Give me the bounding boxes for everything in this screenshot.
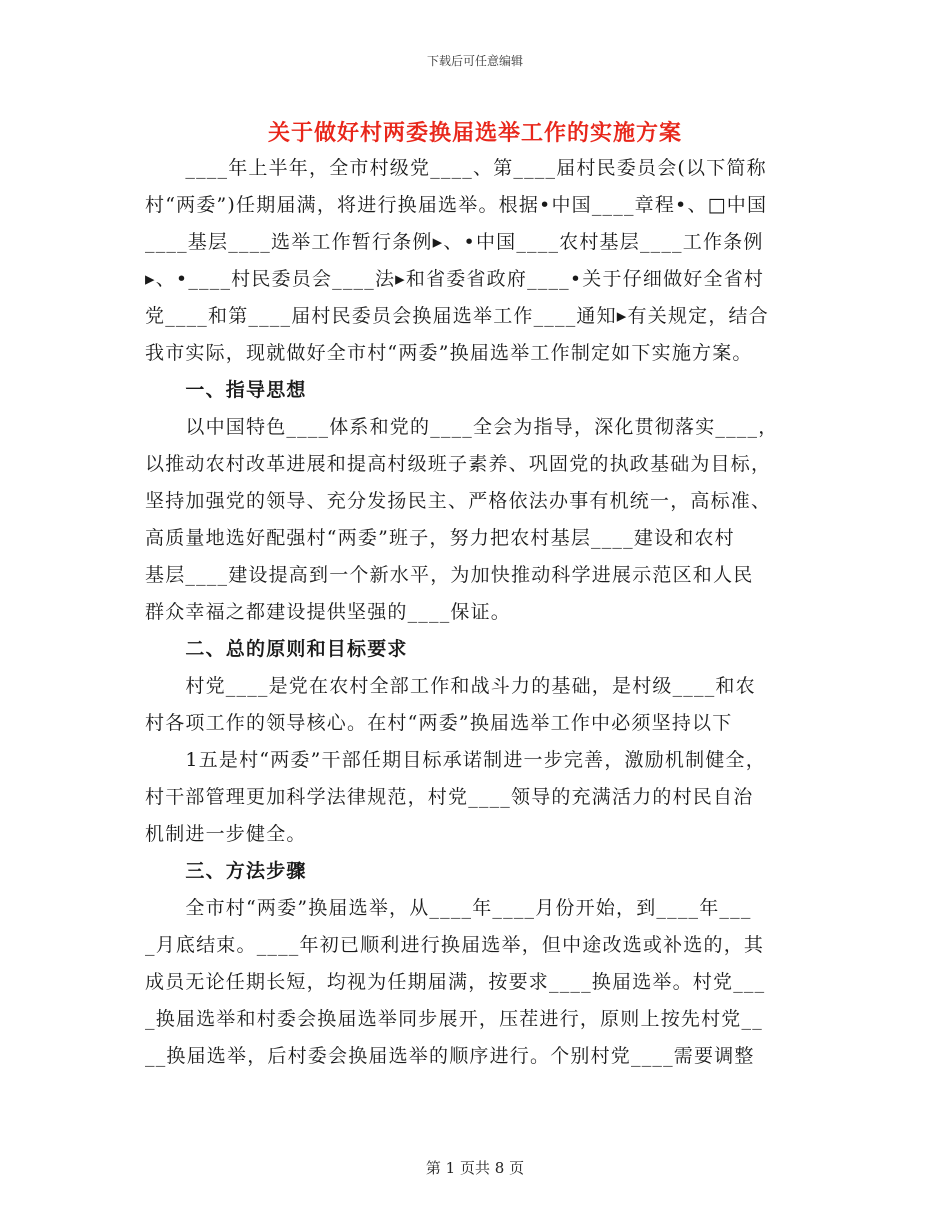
page-number: 第 1 页共 8 页 xyxy=(425,1159,525,1177)
body-line: 村“两委”)任期届满，将进行换届选举。根据•中国____章程•、□中国 xyxy=(145,194,768,216)
body-line: 村干部管理更加科学法律规范，村党____领导的充满活力的村民自治 xyxy=(145,786,754,808)
body-line: __换届选举，后村委会换届选举的顺序进行。个别村党____需要调整 xyxy=(145,1045,755,1067)
body-line: 群众幸福之都建设提供坚强的____保证。 xyxy=(145,601,512,623)
body-line: 全市村“两委”换届选举，从____年____月份开始，到____年___ xyxy=(145,897,752,919)
body-line: 机制进一步健全。 xyxy=(145,823,307,845)
section-heading-methods: 三、方法步骤 xyxy=(145,860,307,882)
section-heading-principles: 二、总的原则和目标要求 xyxy=(145,638,408,660)
body-line: _月底结束。____年初已顺利进行换届选举，但中途改选或补选的，其 xyxy=(145,934,765,956)
body-line: 1五是村“两委”干部任期目标承诺制进一步完善，激励机制健全， xyxy=(145,749,766,771)
document-title: 关于做好村两委换届选举工作的实施方案 xyxy=(267,120,682,146)
body-line: 高质量地选好配强村“两委”班子，努力把农村基层____建设和农村 xyxy=(145,527,735,549)
body-line: _换届选举和村委会换届选举同步展开，压茬进行，原则上按先村党__ xyxy=(145,1008,763,1030)
section-heading-guiding-thought: 一、指导思想 xyxy=(145,379,307,401)
body-line: ____年上半年，全市村级党____、第____届村民委员会(以下简称 xyxy=(145,157,767,179)
body-line: 基层____建设提高到一个新水平，为加快推动科学进展示范区和人民 xyxy=(145,564,754,586)
body-line: ____基层____选举工作暂行条例▸、•中国____农村基层____工作条例 xyxy=(145,231,764,253)
body-line: 我市实际，现就做好全市村“两委”换届选举工作制定如下实施方案。 xyxy=(145,342,753,364)
body-line: 村各项工作的领导核心。在村“两委”换届选举工作中必须坚持以下 xyxy=(145,712,733,734)
document-body xyxy=(145,150,815,1075)
body-line: ▸、•____村民委员会____法▸和省委省政府____•关于仔细做好全省村 xyxy=(145,268,765,290)
page-header-note: 下载后可任意编辑 xyxy=(426,54,523,68)
body-line: 党____和第____届村民委员会换届选举工作____通知▸有关规定，结合 xyxy=(145,305,769,327)
body-line: 成员无论任期长短，均视为任期届满，按要求____换届选举。村党___ xyxy=(145,971,766,993)
body-line: 以中国特色____体系和党的____全会为指导，深化贯彻落实____， xyxy=(145,416,779,438)
body-line: 坚持加强党的领导、充分发扬民主、严格依法办事有机统一，高标准、 xyxy=(145,490,772,512)
body-line: 以推动农村改革进展和提高村级班子素养、巩固党的执政基础为目标， xyxy=(145,453,772,475)
body-line: 村党____是党在农村全部工作和战斗力的基础，是村级____和农 xyxy=(145,675,756,697)
